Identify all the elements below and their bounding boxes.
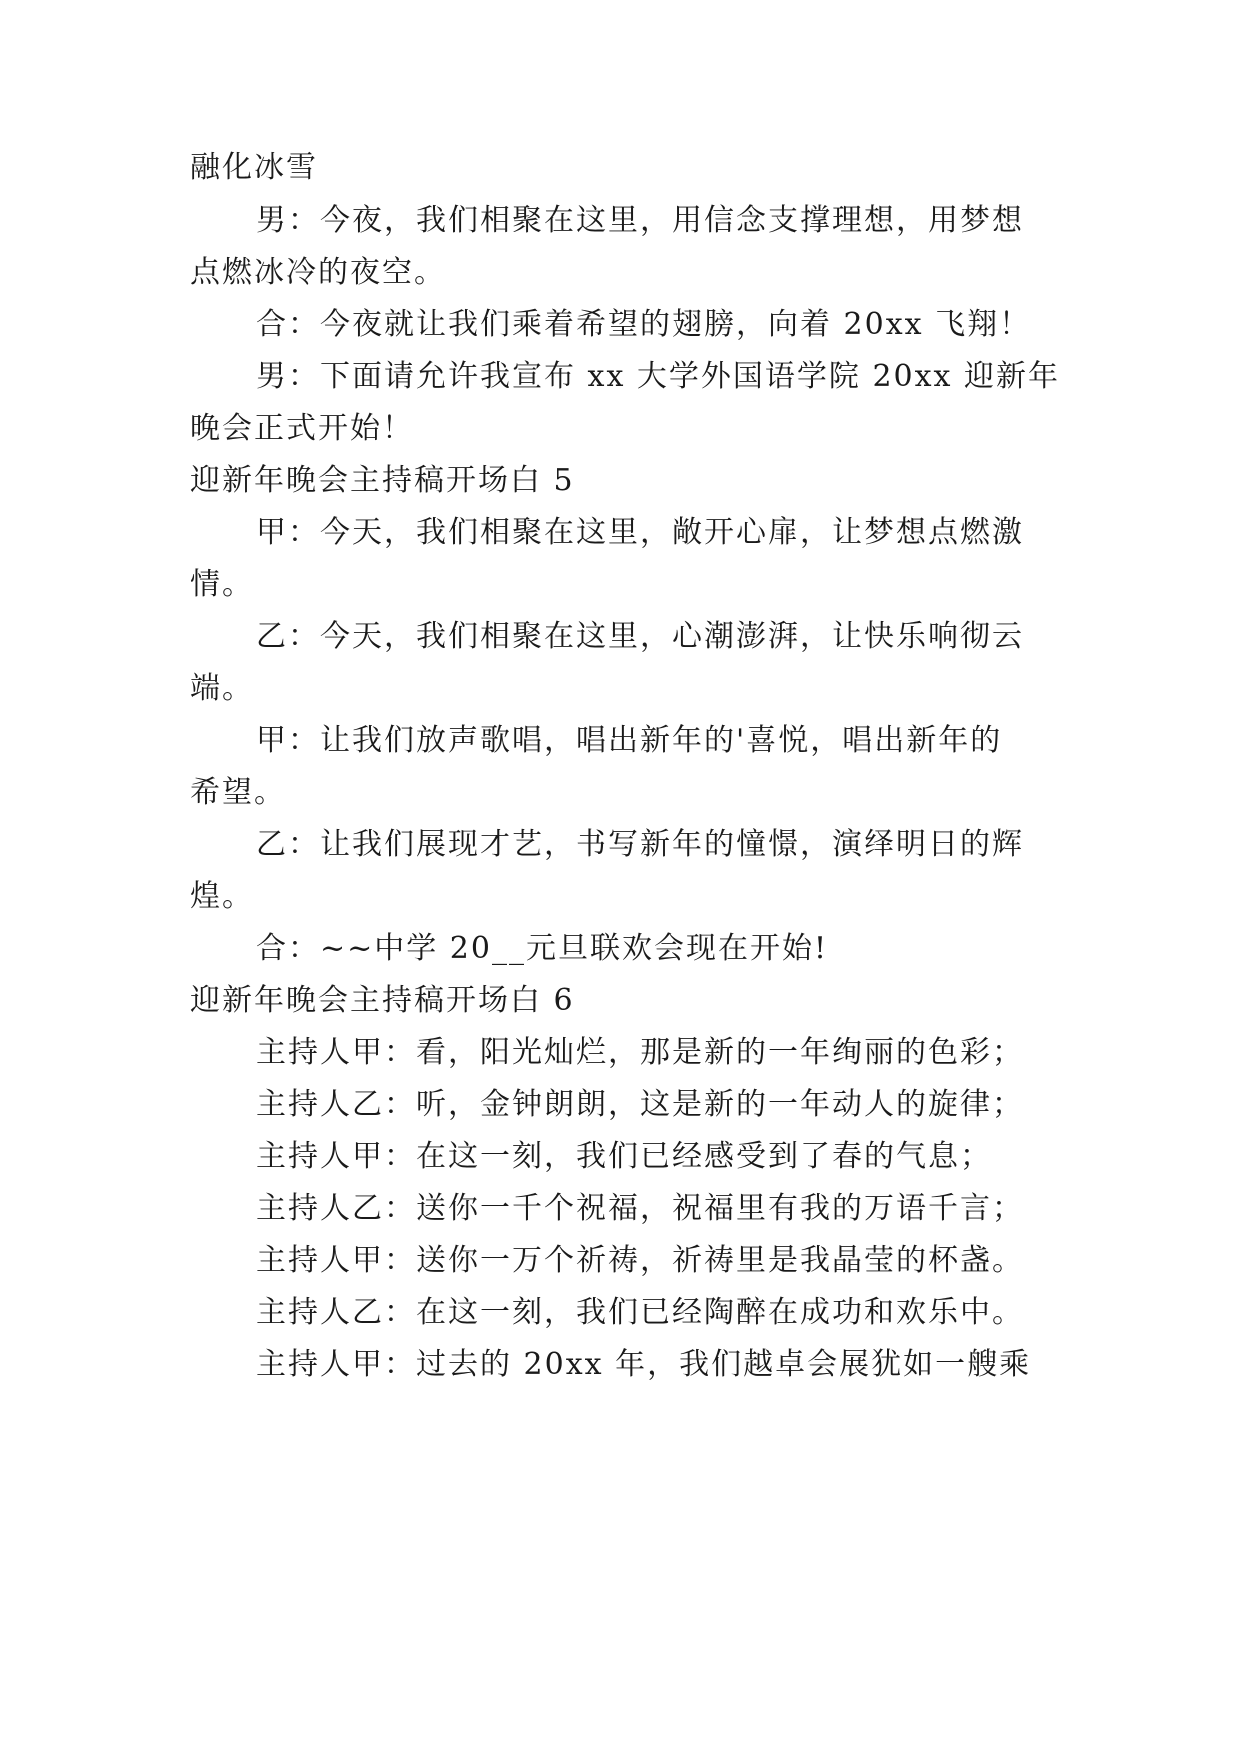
text-line: 希望。	[190, 775, 286, 810]
text-line: 乙：让我们展现才艺，书写新年的憧憬，演绎明日的辉	[256, 827, 1024, 862]
text-line: 主持人甲：过去的 20xx 年，我们越卓会展犹如一艘乘	[256, 1347, 1032, 1382]
section-heading: 迎新年晚会主持稿开场白 6	[190, 983, 575, 1018]
text-line: 晚会正式开始！	[190, 411, 414, 446]
text-line: 点燃冰冷的夜空。	[190, 255, 446, 290]
text-line: 煌。	[190, 879, 254, 914]
text-line: 男：今夜，我们相聚在这里，用信念支撑理想，用梦想	[256, 203, 1024, 238]
text-line: 主持人乙：听，金钟朗朗，这是新的一年动人的旋律；	[256, 1087, 1024, 1122]
text-line: 男：下面请允许我宣布 xx 大学外国语学院 20xx 迎新年	[256, 359, 1060, 394]
section-heading: 迎新年晚会主持稿开场白 5	[190, 463, 575, 498]
text-line: 主持人乙：在这一刻，我们已经陶醉在成功和欢乐中。	[256, 1295, 1024, 1330]
text-line: 主持人甲：送你一万个祈祷，祈祷里是我晶莹的杯盏。	[256, 1243, 1024, 1278]
text-line: 融化冰雪	[190, 150, 318, 185]
text-line: 甲：今天，我们相聚在这里，敞开心扉，让梦想点燃激	[256, 515, 1024, 550]
text-line: 主持人甲：看，阳光灿烂，那是新的一年绚丽的色彩；	[256, 1035, 1024, 1070]
text-line: 主持人甲：在这一刻，我们已经感受到了春的气息；	[256, 1139, 992, 1174]
text-line: 情。	[190, 567, 254, 602]
text-line: 端。	[190, 671, 254, 706]
text-line: 主持人乙：送你一千个祝福，祝福里有我的万语千言；	[256, 1191, 1024, 1226]
text-line: 合：~~中学 20__元旦联欢会现在开始!	[256, 931, 829, 966]
text-line: 合：今夜就让我们乘着希望的翅膀，向着 20xx 飞翔！	[256, 307, 1032, 342]
text-line: 甲：让我们放声歌唱，唱出新年的'喜悦，唱出新年的	[256, 723, 1003, 758]
text-line: 乙：今天，我们相聚在这里，心潮澎湃，让快乐响彻云	[256, 619, 1024, 654]
